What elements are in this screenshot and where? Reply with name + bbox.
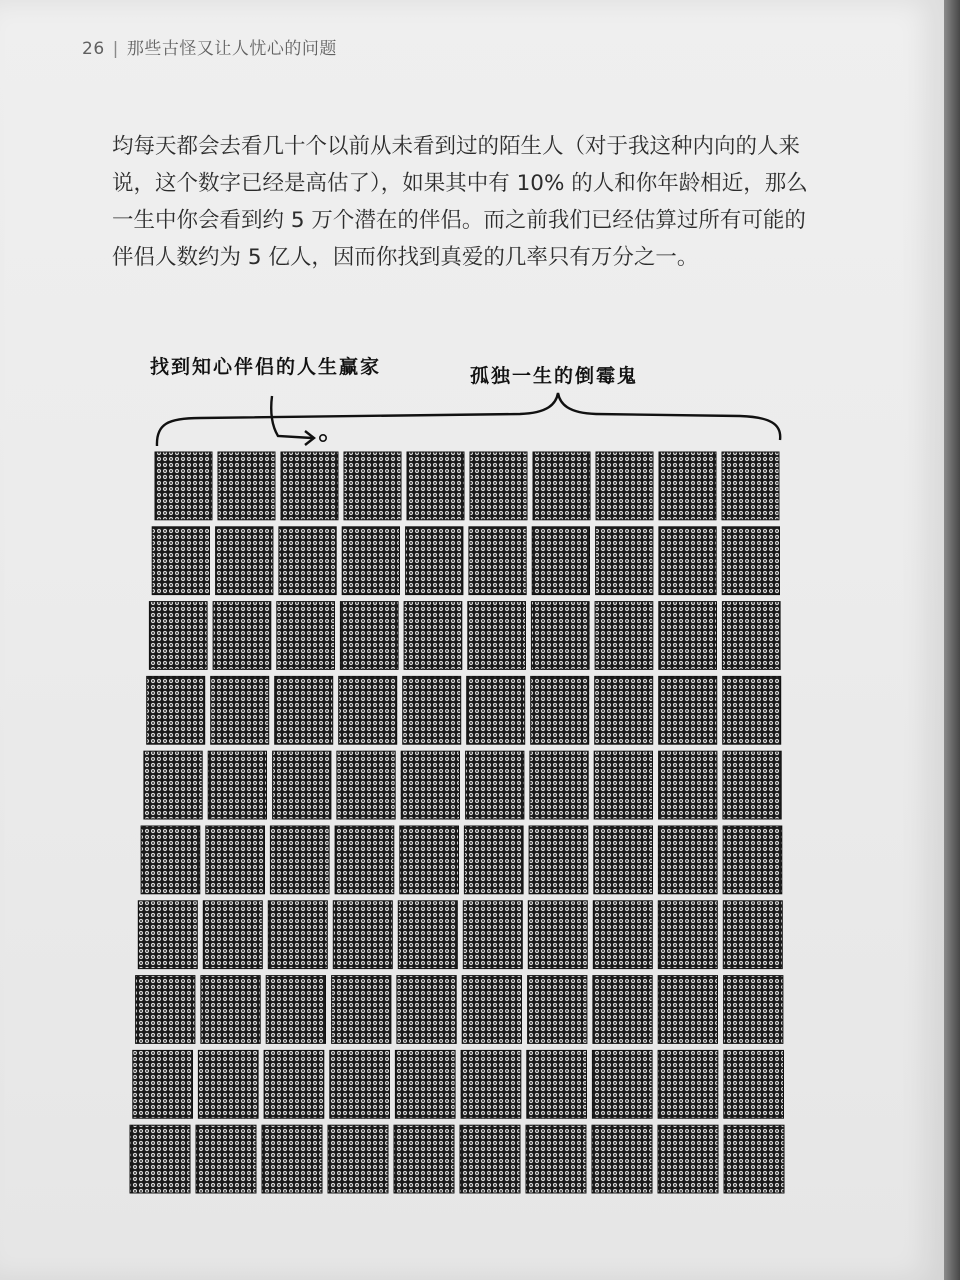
- people-block: [460, 1125, 520, 1193]
- people-block: [264, 1050, 324, 1118]
- chapter-title: 那些古怪又让人忧心的问题: [126, 39, 337, 59]
- people-block: [595, 602, 653, 670]
- people-block: [724, 1050, 784, 1118]
- people-block: [526, 1125, 586, 1193]
- people-block: [722, 602, 780, 670]
- body-line: 伴侣人数约为 5 亿人，因而你找到真爱的几率只有万分之一。: [112, 245, 699, 270]
- people-block: [530, 751, 588, 819]
- people-block: [595, 676, 653, 744]
- people-block: [401, 751, 459, 819]
- people-block: [268, 901, 327, 969]
- people-block: [596, 452, 653, 520]
- people-block: [152, 527, 209, 595]
- people-block: [461, 1050, 521, 1118]
- people-block: [469, 527, 526, 595]
- people-block: [216, 527, 273, 595]
- people-block: [658, 1050, 718, 1118]
- people-block: [658, 976, 717, 1044]
- people-block: [659, 527, 716, 595]
- soulmate-dot: [320, 435, 326, 441]
- people-block: [339, 676, 397, 744]
- people-block: [722, 452, 779, 520]
- people-block: [462, 976, 521, 1044]
- people-block: [527, 1050, 587, 1118]
- people-block: [659, 676, 717, 744]
- people-block: [342, 527, 399, 595]
- people-block: [722, 527, 779, 595]
- people-block: [149, 602, 207, 670]
- people-block: [273, 751, 331, 819]
- people-block: [659, 602, 717, 670]
- winner-label: 找到知心伴侣的人生赢家: [150, 356, 382, 378]
- people-block: [133, 1050, 193, 1118]
- people-block: [394, 1125, 454, 1193]
- people-block: [658, 1125, 718, 1193]
- people-block: [724, 976, 783, 1044]
- people-block: [141, 826, 200, 894]
- people-block: [464, 826, 523, 894]
- people-block: [592, 1125, 652, 1193]
- people-block: [147, 676, 205, 744]
- people-block: [335, 826, 394, 894]
- people-block: [144, 751, 202, 819]
- people-block: [531, 602, 589, 670]
- people-block: [337, 751, 395, 819]
- people-block: [213, 602, 271, 670]
- people-block: [531, 676, 589, 744]
- people-block: [328, 1125, 388, 1193]
- people-block: [332, 976, 391, 1044]
- people-block: [406, 527, 463, 595]
- people-block: [528, 976, 587, 1044]
- body-line: 均每天都会去看几十个以前从未看到过的陌生人（对于我这种内向的人来: [112, 134, 801, 159]
- people-block: [467, 676, 525, 744]
- people-block: [529, 826, 588, 894]
- people-block: [340, 602, 398, 670]
- people-block: [659, 751, 717, 819]
- people-block: [407, 452, 464, 520]
- people-block: [208, 751, 266, 819]
- losers-label: 孤独一生的倒霉鬼: [470, 365, 639, 387]
- people-block: [528, 901, 587, 969]
- people-block: [206, 826, 265, 894]
- people-block: [724, 1125, 784, 1193]
- body-line: 一生中你会看到约 5 万个潜在的伴侣。而之前我们已经估算过所有可能的: [112, 208, 806, 233]
- people-block: [279, 527, 336, 595]
- people-block: [596, 527, 653, 595]
- people-block: [155, 452, 212, 520]
- people-block: [266, 976, 325, 1044]
- people-block: [658, 901, 717, 969]
- people-block: [344, 452, 401, 520]
- people-block: [403, 676, 461, 744]
- people-block: [594, 751, 652, 819]
- people-block: [468, 602, 526, 670]
- brace-bracket: [157, 393, 780, 446]
- people-block: [395, 1050, 455, 1118]
- people-block: [404, 602, 462, 670]
- people-grid: [130, 452, 784, 1193]
- people-block: [262, 1125, 322, 1193]
- people-block: [723, 676, 781, 744]
- people-block: [593, 976, 652, 1044]
- people-block: [277, 602, 335, 670]
- people-block: [532, 527, 589, 595]
- people-block: [201, 976, 260, 1044]
- people-block: [275, 676, 333, 744]
- body-line: 说，这个数字已经是高估了），如果其中有 10% 的人和你年龄相近，那么: [112, 171, 808, 196]
- people-block: [203, 901, 262, 969]
- people-block: [723, 901, 782, 969]
- people-block: [592, 1050, 652, 1118]
- page-number: 26: [82, 39, 105, 59]
- people-block: [196, 1125, 256, 1193]
- people-block: [270, 826, 329, 894]
- people-block: [723, 751, 781, 819]
- people-block: [658, 826, 717, 894]
- people-block: [723, 826, 782, 894]
- people-block: [463, 901, 522, 969]
- header-separator: |: [112, 39, 119, 59]
- people-block: [211, 676, 269, 744]
- people-block: [470, 452, 527, 520]
- people-block: [400, 826, 459, 894]
- people-block: [198, 1050, 258, 1118]
- people-block: [138, 901, 197, 969]
- people-block: [593, 901, 652, 969]
- people-block: [594, 826, 653, 894]
- people-block: [466, 751, 524, 819]
- people-block: [330, 1050, 390, 1118]
- people-block: [533, 452, 590, 520]
- people-block: [659, 452, 716, 520]
- people-block: [130, 1125, 190, 1193]
- people-block: [397, 976, 456, 1044]
- people-block: [136, 976, 195, 1044]
- people-block: [333, 901, 392, 969]
- people-block: [398, 901, 457, 969]
- people-block: [281, 452, 338, 520]
- people-block: [218, 452, 275, 520]
